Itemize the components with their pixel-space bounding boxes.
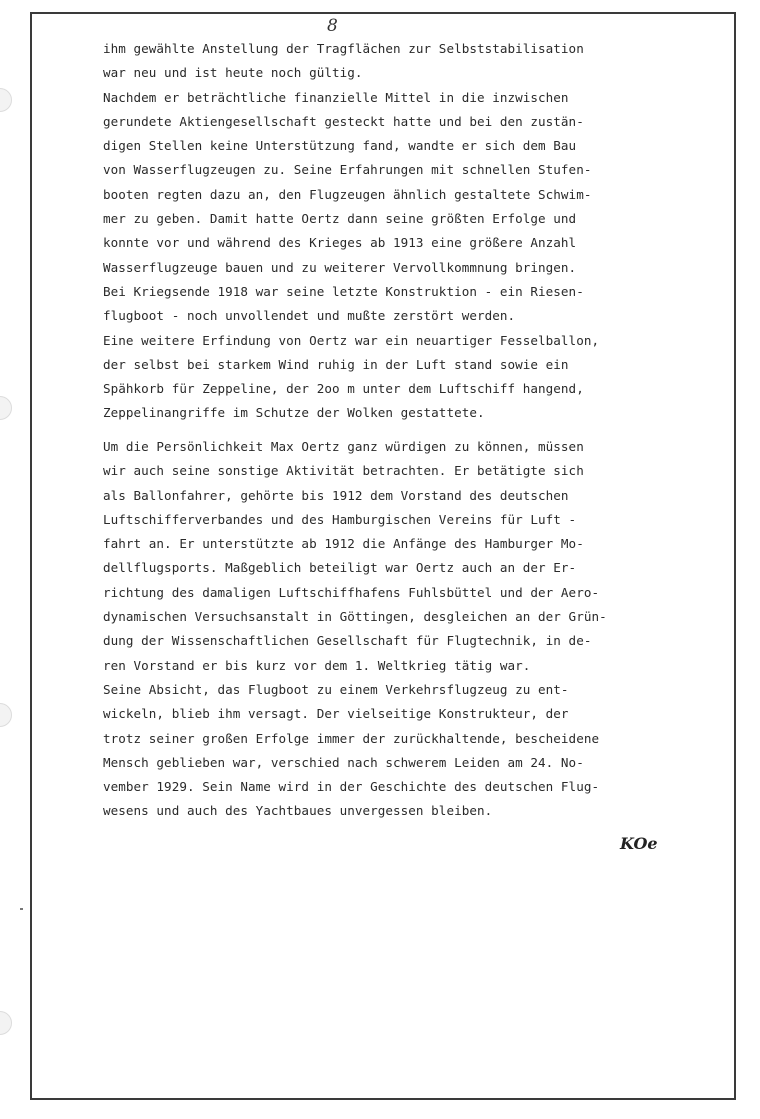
text-line: booten regten dazu an, den Flugzeugen ähnlich gestaltete Schwim- (103, 186, 592, 202)
punch-hole (0, 1011, 12, 1035)
text-line: wir auch seine sonstige Aktivität betrachten. Er betätigte sich (103, 463, 584, 479)
margin-mark (20, 908, 23, 910)
text-line: war neu und ist heute noch gültig. (103, 65, 363, 81)
text-line: Bei Kriegsende 1918 war seine letzte Konstruktion - ein Riesen- (103, 283, 584, 299)
text-line: gerundete Aktiengesellschaft gesteckt hatte und bei den zustän- (103, 113, 584, 129)
text-line: Nachdem er beträchtliche finanzielle Mittel in die inzwischen (103, 89, 569, 105)
text-line: digen Stellen keine Unterstützung fand, wandte er sich dem Bau (103, 138, 577, 154)
text-line: mer zu geben. Damit hatte Oertz dann seine größten Erfolge und (103, 211, 577, 227)
punch-hole (0, 703, 12, 727)
text-line: richtung des damaligen Luftschiffhafens Fuhlsbüttel und der Aero- (103, 584, 600, 600)
text-line: konnte vor und während des Krieges ab 1913 eine größere Anzahl (103, 235, 577, 251)
page-number: 8 (327, 16, 338, 36)
text-line: von Wasserflugzeugen zu. Seine Erfahrungen mit schnellen Stufen- (103, 162, 592, 178)
text-line: Zeppelinangriffe im Schutze der Wolken gestattete. (103, 405, 485, 421)
author-initials: KOe (620, 834, 658, 853)
text-line: Seine Absicht, das Flugboot zu einem Verkehrsflugzeug zu ent- (103, 681, 569, 697)
paragraph (103, 435, 693, 824)
text-line: wickeln, blieb ihm versagt. Der vielseitige Konstrukteur, der (103, 706, 569, 722)
text-line: wesens und auch des Yachtbaues unvergessen bleiben. (103, 803, 493, 819)
text-line: ihm gewählte Anstellung der Tragflächen zur Selbststabilisation (103, 41, 584, 56)
punch-hole (0, 88, 12, 112)
punch-hole (0, 396, 12, 420)
text-line: trotz seiner großen Erfolge immer der zurückhaltende, bescheidene (103, 730, 600, 746)
text-line: fahrt an. Er unterstützte ab 1912 die Anfänge des Hamburger Mo- (103, 536, 584, 552)
text-line: Mensch geblieben war, verschied nach schwerem Leiden am 24. No- (103, 754, 584, 770)
paragraph (103, 37, 693, 426)
text-line: dynamischen Versuchsanstalt in Göttingen, desgleichen an der Grün- (103, 609, 607, 625)
text-line: Eine weitere Erfindung von Oertz war ein neuartiger Fesselballon, (103, 332, 600, 348)
text-line: Luftschifferverbandes und des Hamburgischen Vereins für Luft - (103, 511, 577, 527)
text-line: Wasserflugzeuge bauen und zu weiterer Vervollkommnung bringen. (103, 259, 577, 275)
text-line: vember 1929. Sein Name wird in der Geschichte des deutschen Flug- (103, 779, 600, 795)
text-line: dellflugsports. Maßgeblich beteiligt war Oertz auch an der Er- (103, 560, 577, 576)
text-line: flugboot - noch unvollendet und mußte zerstört werden. (103, 308, 516, 324)
text-line: als Ballonfahrer, gehörte bis 1912 dem Vorstand des deutschen (103, 487, 569, 503)
text-line: der selbst bei starkem Wind ruhig in der Luft stand sowie ein (103, 356, 569, 372)
text-line: dung der Wissenschaftlichen Gesellschaft für Flugtechnik, in de- (103, 633, 592, 649)
text-line: Spähkorb für Zeppeline, der 2oo m unter dem Luftschiff hangend, (103, 381, 584, 397)
text-line: Um die Persönlichkeit Max Oertz ganz würdigen zu können, müssen (103, 439, 584, 454)
text-line: ren Vorstand er bis kurz vor dem 1. Weltkrieg tätig war. (103, 657, 531, 673)
